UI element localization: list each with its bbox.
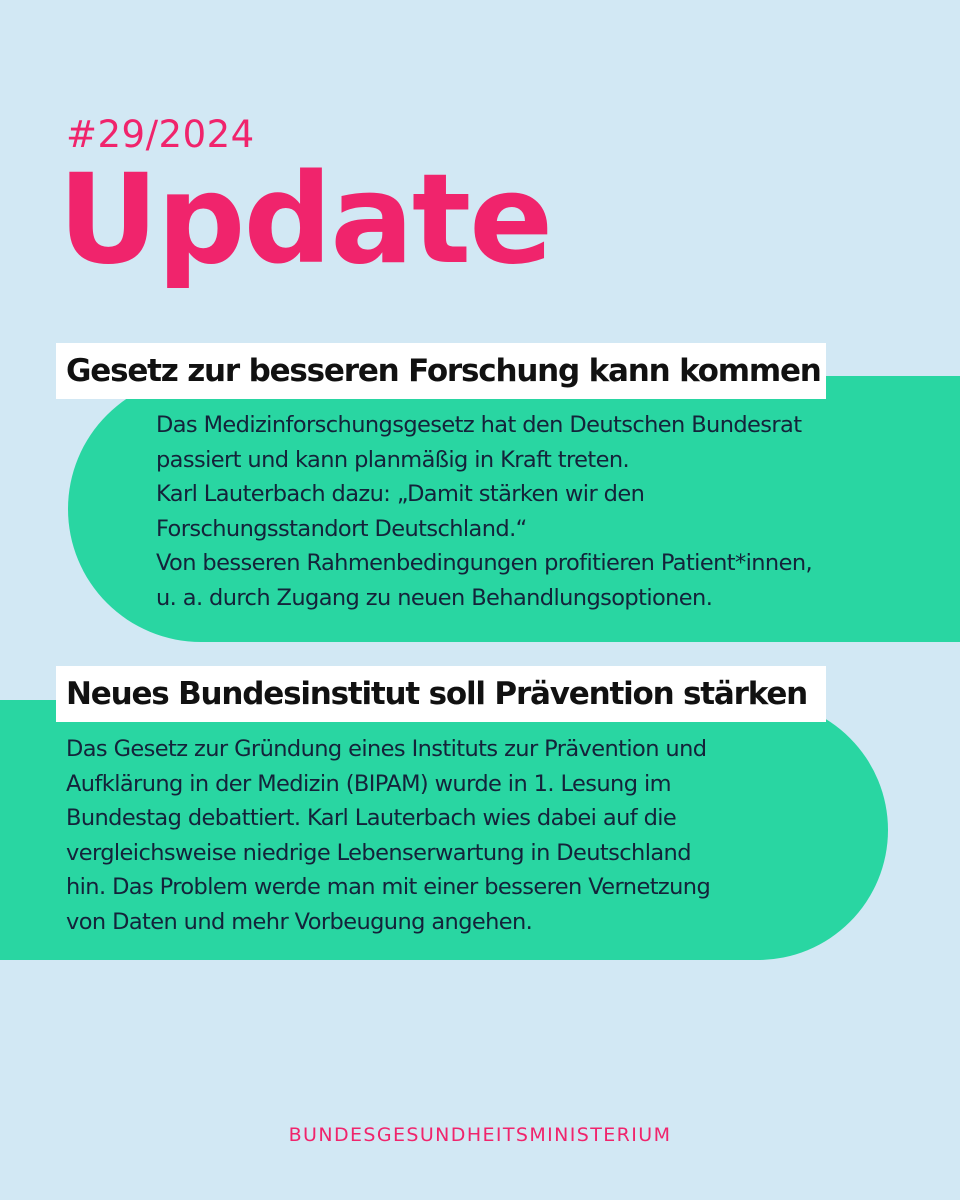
section-headline-prevention: Neues Bundesinstitut soll Prävention stärken (56, 666, 826, 722)
body-line: Forschungsstandort Deutschland.“ (156, 515, 527, 542)
body-line: u. a. durch Zugang zu neuen Behandlungsoptionen. (156, 584, 713, 611)
section-body-research (156, 408, 946, 615)
page-title: Update (58, 148, 552, 292)
issue-number: #29/2024 (66, 113, 255, 156)
body-line: Bundestag debattiert. Karl Lauterbach wies dabei auf die (66, 805, 677, 831)
body-line: von Daten und mehr Vorbeugung angehen. (66, 908, 533, 935)
body-line: passiert und kann planmäßig in Kraft treten. (156, 446, 630, 473)
ministry-footer: BUNDESGESUNDHEITSMINISTERIUM (288, 1124, 672, 1146)
body-line: vergleichsweise niedrige Lebenserwartung in Deutschland (66, 839, 691, 866)
body-line: Das Medizinforschungsgesetz hat den Deutschen Bundesrat (156, 412, 802, 438)
body-line: Aufklärung in der Medizin (BIPAM) wurde in 1. Lesung im (66, 770, 671, 797)
body-line: Das Gesetz zur Gründung eines Instituts zur Prävention und (66, 736, 707, 762)
body-line: hin. Das Problem werde man mit einer besseren Vernetzung (66, 874, 711, 900)
body-line: Von besseren Rahmenbedingungen profitieren Patient*innen, (156, 550, 813, 576)
body-line: Karl Lauterbach dazu: „Damit stärken wir den (156, 481, 645, 507)
section-headline-research: Gesetz zur besseren Forschung kann kommen (56, 343, 826, 399)
section-body-prevention (66, 732, 856, 939)
